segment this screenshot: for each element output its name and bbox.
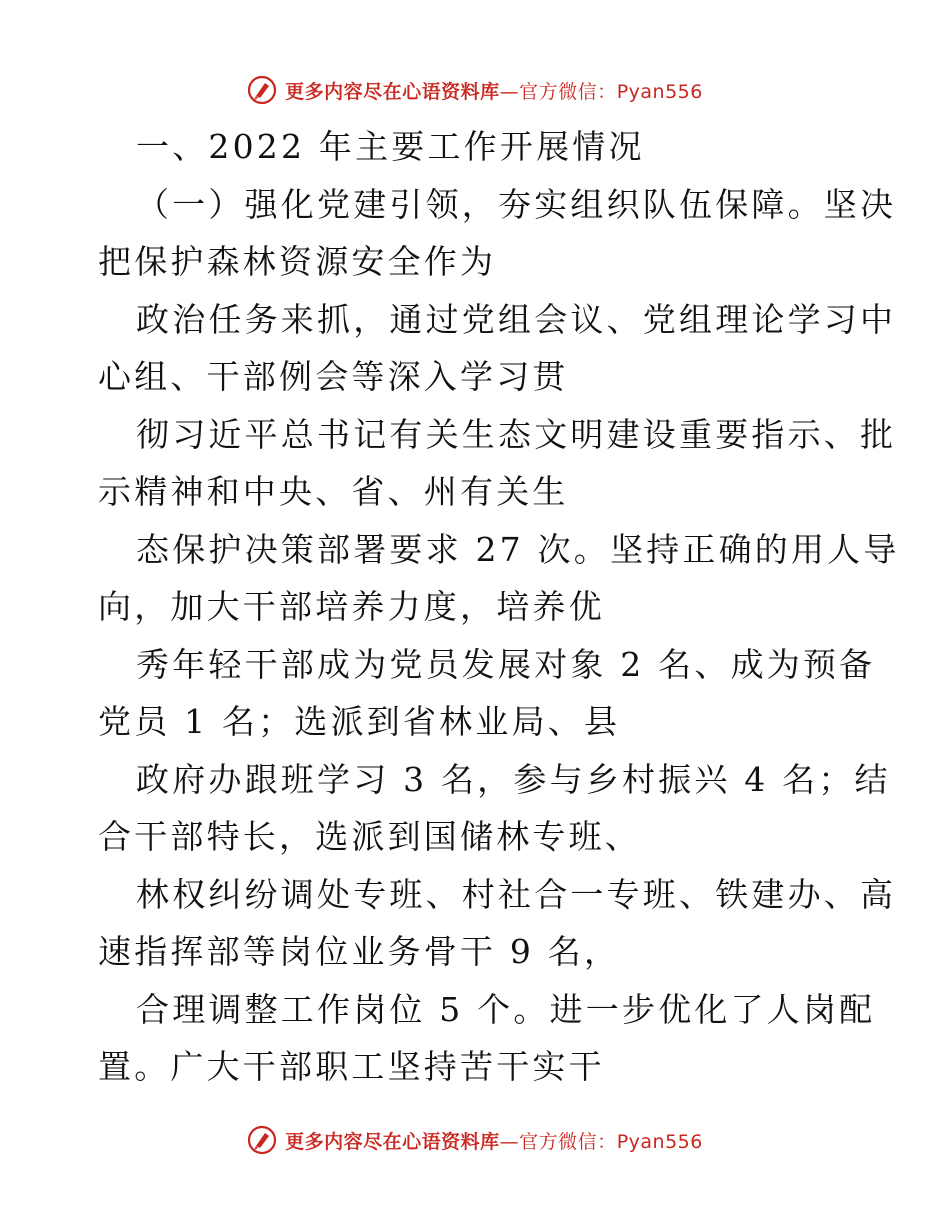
footer-watermark-banner [0, 1120, 950, 1160]
watermark-text [285, 77, 703, 104]
watermark-wechat-label: 官方微信： [519, 1130, 617, 1153]
paragraph-line: 政府办跟班学习 3 名，参与乡村振兴 4 名；结 [136, 759, 891, 799]
watermark-main-text: 更多内容尽在心语资料库 [285, 1130, 500, 1153]
header-watermark-banner [0, 70, 950, 110]
pen-nib-logo-icon [247, 1125, 277, 1155]
paragraph-line: 党员 1 名；选派到省林业局、县 [98, 702, 621, 741]
watermark-dash: — [499, 80, 520, 103]
paragraph-line: 秀年轻干部成为党员发展对象 2 名、成为预备 [136, 644, 876, 684]
paragraph-line: 置。广大干部职工坚持苦干实干 [98, 1047, 605, 1086]
watermark-wechat-handle: Pyan556 [616, 1130, 703, 1153]
watermark-wechat-handle: Pyan556 [616, 80, 703, 103]
watermark-text [285, 1127, 703, 1154]
section-heading: 一、2022 年主要工作开展情况 [136, 127, 645, 166]
paragraph-line: 林权纠纷调处专班、村社合一专班、铁建办、高 [136, 874, 897, 914]
document-body [98, 118, 900, 1096]
paragraph-line: 合干部特长，选派到国储林专班、 [98, 817, 641, 856]
paragraph-line: （一）强化党建引领，夯实组织队伍保障。坚决 [136, 184, 897, 224]
paragraph-line: 政治任务来抓，通过党组会议、党组理论学习中 [136, 299, 897, 339]
paragraph-line: 合理调整工作岗位 5 个。进一步优化了人岗配 [136, 989, 876, 1029]
pen-nib-logo-icon [247, 75, 277, 105]
paragraph-line: 态保护决策部署要求 27 次。坚持正确的用人导 [136, 529, 900, 569]
paragraph-line: 速指挥部等岗位业务骨干 9 名， [98, 932, 621, 971]
paragraph-line: 示精神和中央、省、州有关生 [98, 472, 569, 511]
watermark-wechat-label: 官方微信： [519, 80, 617, 103]
paragraph-line: 心组、干部例会等深入学习贯 [98, 357, 569, 396]
paragraph-line: 彻习近平总书记有关生态文明建设重要指示、批 [136, 414, 897, 454]
watermark-main-text: 更多内容尽在心语资料库 [285, 80, 500, 103]
watermark-dash: — [499, 1130, 520, 1153]
paragraph-line: 把保护森林资源安全作为 [98, 242, 497, 281]
paragraph-line: 向，加大干部培养力度，培养优 [98, 587, 605, 626]
